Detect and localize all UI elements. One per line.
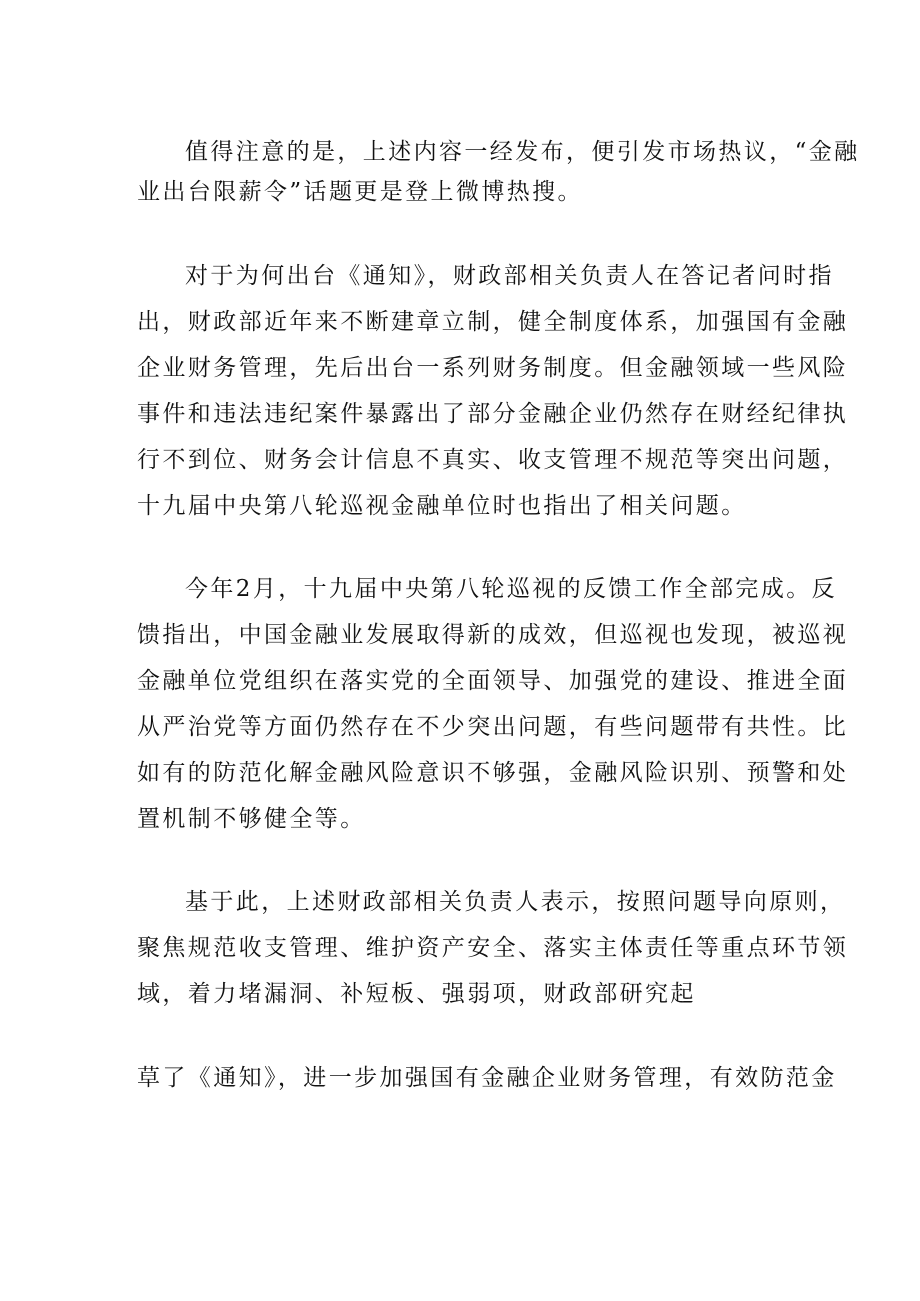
paragraph-line: 金融单位党组织在落实党的全面领导、加强党的建设、推进全面 — [137, 668, 849, 694]
paragraph-line: 聚焦规范收支管理、维护资产安全、落实主体责任等重点环节领 — [137, 935, 849, 961]
paragraph-line: 企业财务管理，先后出台一系列财务制度。但金融领域一些风险 — [137, 355, 849, 381]
paragraph-line: 今年2月，十九届中央第八轮巡视的反馈工作全部完成。反 — [185, 576, 838, 602]
paragraph-line: 基于此，上述财政部相关负责人表示，按照问题导向原则， — [185, 889, 846, 915]
paragraph-line: 事件和违法违纪案件暴露出了部分金融企业仍然存在财经纪律执 — [137, 401, 849, 427]
paragraph-line: 十九届中央第八轮巡视金融单位时也指出了相关问题。 — [137, 493, 747, 519]
paragraph-line: 如有的防范化解金融风险意识不够强，金融风险识别、预警和处 — [137, 760, 849, 786]
paragraph-line: 草了《通知》，进一步加强国有金融企业财务管理，有效防范金 — [137, 1065, 837, 1091]
paragraph-line: 馈指出，中国金融业发展取得新的成效，但巡视也发现，被巡视 — [137, 622, 849, 648]
paragraph-line: 域，着力堵漏洞、补短板、强弱项，财政部研究起 — [137, 981, 696, 1007]
paragraph-line: 对于为何出台《通知》，财政部相关负责人在答记者问时指 — [185, 263, 834, 289]
paragraph-line: 出，财政部近年来不断建章立制，健全制度体系，加强国有金融 — [137, 309, 849, 335]
paragraph-line: 从严治党等方面仍然存在不少突出问题，有些问题带有共性。比 — [137, 714, 849, 740]
paragraph-line: 行不到位、财务会计信息不真实、收支管理不规范等突出问题， — [137, 447, 849, 473]
paragraph-line: 业出台限薪令”话题更是登上微博热搜。 — [137, 179, 583, 205]
paragraph-line: 置机制不够健全等。 — [137, 806, 366, 832]
paragraph-line: 值得注意的是，上述内容一经发布，便引发市场热议，“金融 — [185, 139, 860, 165]
